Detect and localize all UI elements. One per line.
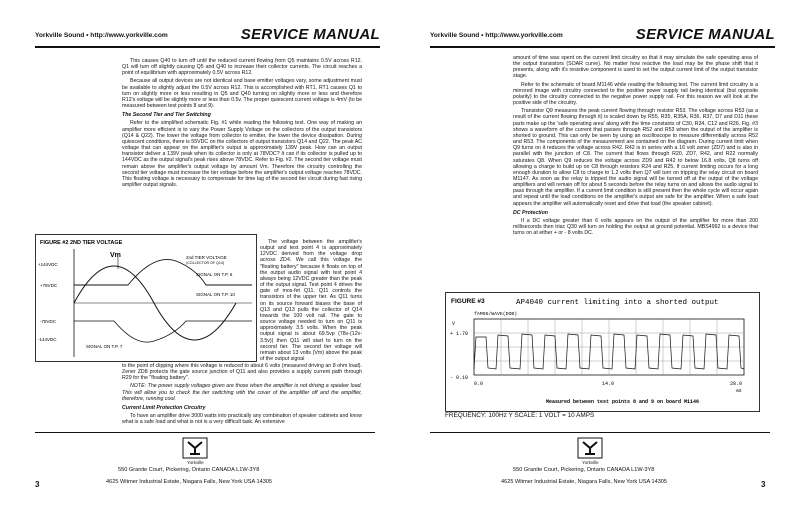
page-header — [430, 26, 775, 48]
page-number: 3 — [35, 480, 40, 489]
x-unit: mS — [736, 389, 742, 394]
footer-divider — [35, 432, 375, 433]
right-page — [405, 0, 785, 513]
paragraph: to the point of clipping where this voltage is reduced to about 6 volts (measured driving an 8 ohm load). Zener ZD8 protects the gate source junction of Q11 and also provides a supply current path through R29 for the "floating battery". — [122, 363, 362, 382]
tier-label: 2nd TIER VOLTAGE — [186, 255, 227, 260]
channel-label: fAMO5/WAVE(DOB) — [474, 312, 518, 317]
x-label-28: 28.0 — [730, 381, 743, 387]
grid — [474, 319, 744, 375]
paragraph: The voltage between the amplifier's output and test point 4 is approximately 12VDC derived from the voltage drop across ZD4. We call this voltage the "floating battery" because it floats on top of the output audio signal with test point 4 always being 12VDC greater than the peak of the output signal. Test point 4 drives the gate of mos-fet Q11. Q11 controls the transistors of the upper tier. As Q11 turns on its source forward biases the base of Q13 and Q13 pulls the collector of Q14 towards the 100 volt rail. The gate to source voltage needed to turn on Q11 is approximately 3.5 volts. When the peak output signal is about 69.5vp (78v-(12v-3.5v)) then Q11 will start to turn on the second tier. The second tier voltage will remain about 13 volts (Vm) above the peak of the output signal — [260, 239, 362, 362]
paragraph: If a DC voltage greater than 6 volts appears on the output of the amplifier for more than 200 milliseconds then triac Q30 will turn on holding the output at ground potential. MBS4992 is a device that turns on at either + or - 8 volts DC. — [513, 217, 758, 237]
paragraph: Because all output devices are not identical and base emitter voltages vary, some adjustment must be available to slightly adjust the 0.5V across R12. This is accomplished with RT1. RT1 causes Q1 to turn on slightly more or less resulting in Q5 and Q40 turning on slightly more or less and therefore R12's voltage will be slightly more or less than 0.5v. The proper quiescent current voltage is 4mV (to be measured between test points 8 and 9). — [122, 78, 362, 110]
figure-3-current-limiting — [445, 292, 760, 412]
address-canada: 550 Granite Court, Pickering, Ontario CANADA L1W-3Y8 — [118, 467, 260, 473]
paragraph: Refer to the schematic of board M1146 while reading the following text. The current limit circuitry is a mirrored image with circuitry connected to the positive power supply rail being identical (but opposite polarity) to the circuitry connected to the negative power supply rail. For this reason we will look at the positive side of the circuitry. — [513, 81, 758, 107]
tier-sub-label: (COLLECTOR OF Q14) — [186, 261, 225, 265]
brand-url: Yorkville Sound • http://www.yorkville.com — [430, 32, 563, 39]
oscilloscope-trace — [446, 293, 759, 411]
figure-label: FIGURE #3 — [451, 298, 485, 305]
paragraph: amount of time was spent on the current limit circuitry so that it may simulate the safe operating area of the output transistors (SOAR curve). No matter how reactive the load may be the phase shift that it presents, along with it's resistive component is used to set the output current limit of the output transistor stage. — [513, 55, 758, 80]
brand-url: Yorkville Sound • http://www.yorkville.com — [35, 32, 168, 39]
y-top-label: + 1.70 — [450, 331, 469, 337]
note-paragraph: NOTE: The power supply voltages given are those when the amplifier is not driving a speaker load. This will allow you to check the tier switching with the cover of the amplifier off and the amplifier, therefore, running cool. — [122, 383, 362, 402]
yorkville-logo — [577, 437, 603, 459]
page-header — [35, 26, 380, 48]
y-label-78: +78VDC — [40, 283, 58, 288]
y-bottom-label: - 0.10 — [450, 375, 469, 381]
address-canada: 550 Granite Court, Pickering, Ontario CANADA L1W-3Y8 — [513, 467, 655, 473]
intro-text — [122, 58, 362, 190]
section-heading: The Second Tier and Tier Switching — [122, 112, 211, 119]
figure-caption: FREQUENCY: 100Hz Y SCALE: 1 VOLT = 10 AMPS — [445, 412, 595, 419]
logo-label: Yorkville — [187, 460, 204, 465]
logo-label: Yorkville — [582, 460, 599, 465]
left-page — [10, 0, 390, 513]
y-unit: V — [452, 321, 456, 327]
paragraph: Transistor Q9 measures the peak current flowing through resistor R53. The voltage across R53 (as a result of the current flowing through it) is scaled down by R55, R35, R35A, R36, R37, D7 and D11 these parts make up the 'safe operating area' along with the time constants of C30, R34, C12 and R26. Fig. #3 shows a waveform of the current that passes through R52 and R53 when the output of the amplifier is shorted to ground. This can only be seen by using an oscilloscope to measure differentially across R52 and R53. The components of the measurement are contained on the diagram. During current limit when Q9 turns on it reduces the voltage across R42. R42 is in series with a 16 volt zener (ZD7) and is also in parallel with the junction of C8. The current that flows through R20, ZD7, R42, and R22 normally saturates Q8. When Q9 reduces the voltage across ZD9 and R42 to below 16.8 volts, Q8 turns off allowing a charge to build up on C8 through resistors R24 and R25. If current limiting occurs for a long enough duration to allow C8 to charge to 1.2 volts then Q7 will turn on tripping the relay circuit on board M1147. As soon as the relay is tripped the audio signal will be turned off at the output of the voltage amplifiers and will remain off for about 5 seconds before the relay turns on and allows the audio signal to pass through the amplifier. If a current limit condition is still present then the whole cycle will occur again and repeat until the load conditions on the amplifier's output are safe for the amplifier. When a safe load appears the amplifier will automatically reset and drive that load (the speaker cabinet). — [513, 108, 758, 207]
address-usa: 4625 Witmer Industrial Estate, Niagara Falls, New York USA 14305 — [106, 479, 273, 485]
section-heading: Current Limit Protection Circuitry — [122, 404, 206, 411]
manual-title: SERVICE MANUAL — [635, 26, 775, 43]
footer-divider — [430, 432, 770, 433]
tier-voltage-diagram — [36, 235, 256, 361]
figure-title: FIGURE #2 2ND TIER VOLTAGE — [40, 240, 123, 246]
yorkville-logo — [182, 437, 208, 459]
lower-tier-curve — [74, 321, 252, 342]
tp7-label: SIGNAL ON T.P. 7 — [86, 344, 123, 349]
section-heading: DC Protection — [513, 209, 549, 216]
x-label-0: 0.0 — [474, 381, 484, 387]
figure-title: AP4040 current limiting into a shorted output — [516, 299, 719, 307]
y-label-neg-144: -144VDC — [38, 337, 57, 342]
measurement-note: Measured between test points 8 and 9 on board M1146 — [546, 399, 700, 405]
address-usa: 4625 Witmer Industrial Estate, Niagara Falls, New York USA 14305 — [501, 479, 668, 485]
vm-label: Vm — [110, 252, 121, 259]
paragraph: To have an amplifier drive 3000 watts into practically any combination of speaker cabinets and know what is a safe load and what is not is a very difficult task. An extensive — [122, 413, 363, 426]
y-label-144: +144VDC — [38, 262, 58, 267]
figure-2-tier-voltage — [35, 234, 257, 362]
body-text — [513, 55, 758, 238]
x-label-14: 14.0 — [602, 381, 615, 387]
manual-title: SERVICE MANUAL — [240, 26, 380, 43]
paragraph: Refer to the simplified schematic Fig. #1 while reading the following text. One way of making an amplifier more efficient is to vary the Power Supply Voltage on the collectors of the output transistors (Q14 & Q22). The lower the voltage from collector to emitter, the lower the device dissipation. During quiescent conditions, there is 55VDC on the collectors of output transistors Q14 and Q22. The peak AC voltage that can appear on the amplifier's output is approximately 139V peak. How can an output transistor deliver a 139V peak when its collector is only at 78VDC? It can if its collector is pulled up to 144VDC as the output signal's peak rises above 78VDC. Refer to Fig. #2. The second tier voltage must remain above the amplifier's output voltage by amount Vm. Therefore the circuitry controlling the second tier voltage must increase the tier voltage before the amplifier's output voltage reaches 78VDC. This floating voltage is necessary to compensate for time lag of the second tier circuit during fast rising amplifier output signals. — [122, 120, 362, 188]
y-label-neg-78: -78VDC — [40, 319, 57, 324]
paragraph: This causes Q40 to turn off until the reduced current flowing from Q5 maintains 0.5V across R12. Q1 will turn off slightly causing Q5 and Q40 to increase their collector currents. The circuit reaches a point of equilibrium with approximately 0.5V across R12. — [122, 58, 362, 77]
tp6-label: SIGNAL ON T.P. 6 — [196, 272, 233, 277]
page-number: 3 — [761, 480, 766, 489]
lower-text — [122, 363, 362, 427]
figure-side-text — [260, 239, 362, 364]
tp10-label: SIGNAL ON T.P. 10 — [196, 292, 235, 297]
